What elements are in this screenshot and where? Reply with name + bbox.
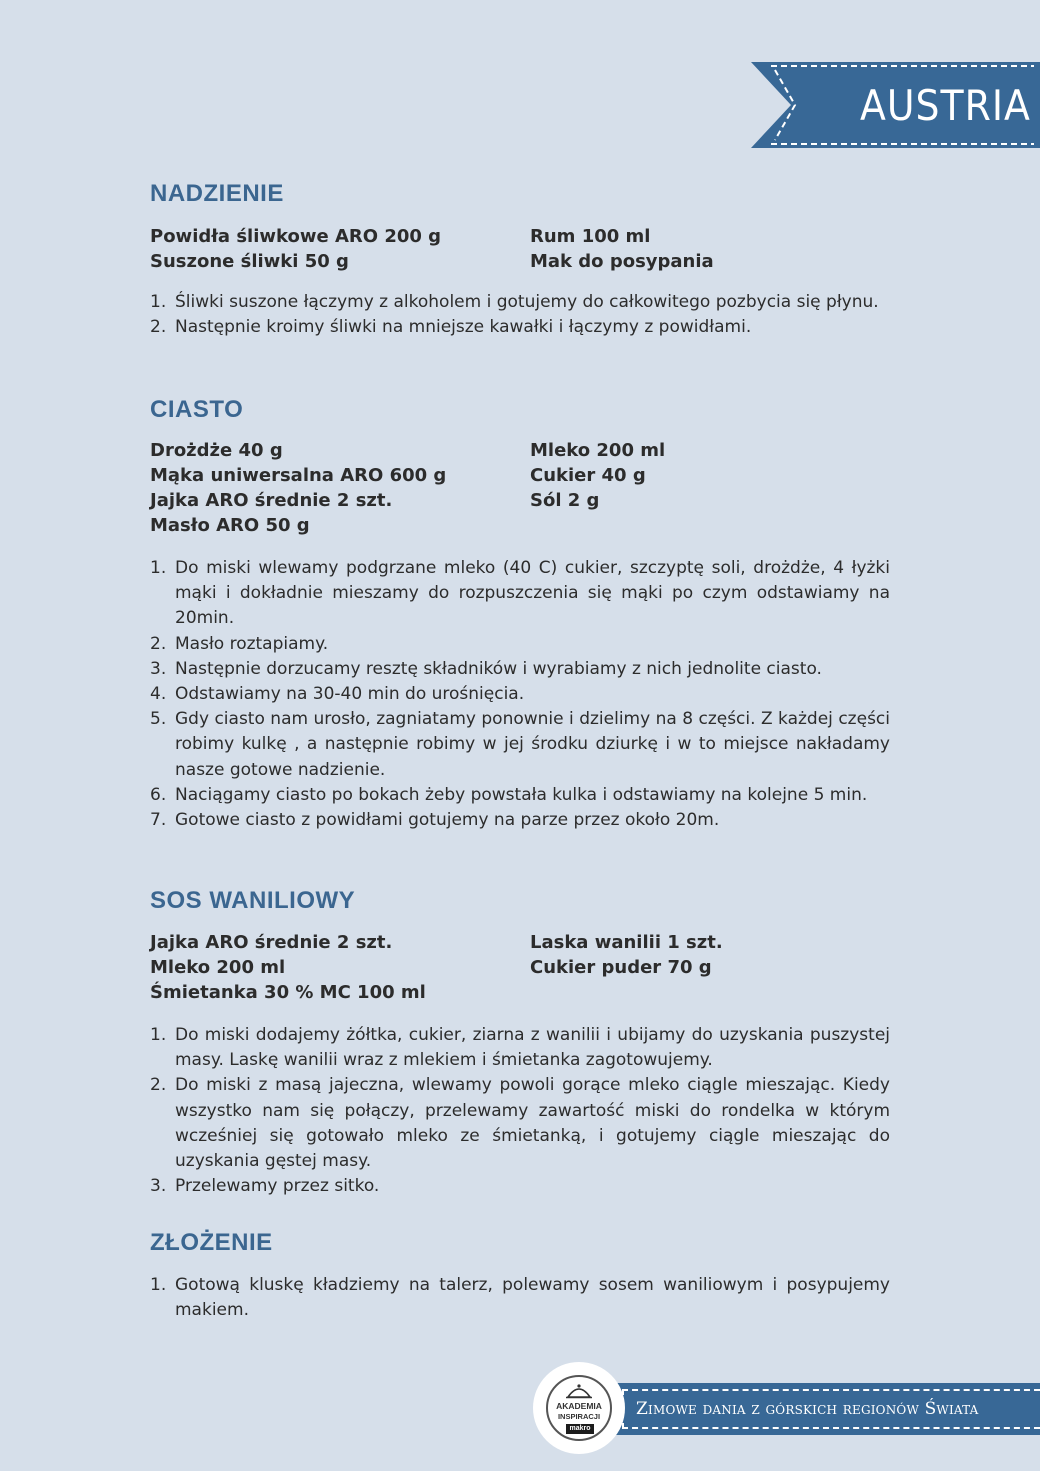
- ingredient-item: Jajka ARO średnie 2 szt.: [150, 490, 393, 511]
- ingredients-right-sos: [530, 930, 723, 980]
- ingredient-item: Cukier puder 70 g: [530, 957, 712, 978]
- ingredient-item: Mleko 200 ml: [150, 957, 286, 978]
- logo-text-inspiracji: INSPIRACJI: [557, 1412, 601, 1421]
- ingredient-item: Sól 2 g: [530, 490, 600, 511]
- ingredients-left-nadzienie: [150, 224, 441, 274]
- ingredient-item: Drożdże 40 g: [150, 440, 283, 461]
- ingredient-item: Masło ARO 50 g: [150, 515, 310, 536]
- step-item: 6. Naciągamy ciasto po bokach żeby powstała kulka i odstawiamy na kolejne 5 min.: [150, 784, 868, 805]
- steps-nadzienie: [150, 290, 890, 340]
- step-item: 3. Następnie dorzucamy resztę składników i wyrabiamy z nich jednolite ciasto.: [150, 658, 822, 679]
- section-title-zlozenie: ZŁOŻENIE: [150, 1229, 273, 1256]
- step-item: 2. Do miski z masą jajeczna, wlewamy powoli gorące mleko ciągle mieszając. Kiedy wszystko nam się połączy, przelewamy zawartość miski do rondelka w którym wcześniej się gotowało mleko ze śmietanką, i gotujemy ciągle mieszając do uzyskania gęstej masy.: [150, 1075, 890, 1172]
- step-item: 1. Śliwki suszone łączymy z alkoholem i gotujemy do całkowitego pozbycia się płynu.: [150, 292, 879, 312]
- country-title: AUSTRIA: [860, 81, 1031, 130]
- step-item: 2. Następnie kroimy śliwki na mniejsze kawałki i łączymy z powidłami.: [150, 317, 752, 338]
- ingredient-item: Cukier 40 g: [530, 465, 646, 486]
- ingredient-item: Śmietanka 30 % MC 100 ml: [150, 982, 426, 1003]
- step-item: 1. Do miski wlewamy podgrzane mleko (40 C) cukier, szczyptę soli, drożdże, 4 łyżki mąki i dokładnie mieszamy do rozpuszczenia się mąki po czym odstawiamy na 20min.: [150, 558, 890, 629]
- steps-sos: [150, 1023, 890, 1199]
- step-item: 3. Przelewamy przez sitko.: [150, 1176, 380, 1197]
- ingredient-item: Jajka ARO średnie 2 szt.: [150, 932, 393, 953]
- ingredients-left-ciasto: [150, 438, 446, 538]
- ingredient-item: Mleko 200 ml: [530, 440, 666, 461]
- ingredient-item: Laska wanilii 1 szt.: [530, 932, 723, 953]
- ingredient-item: Mak do posypania: [530, 251, 714, 272]
- logo-text-akademia: AKADEMIA: [556, 1401, 602, 1411]
- step-item: 1. Gotową kluskę kładziemy na talerz, polewamy sosem waniliowym i posypujemy makiem.: [150, 1275, 890, 1321]
- step-item: 7. Gotowe ciasto z powidłami gotujemy na parze przez około 20m.: [150, 810, 720, 831]
- cloche-icon: [566, 1383, 592, 1399]
- ingredients-right-nadzienie: [530, 224, 714, 274]
- section-title-ciasto: CIASTO: [150, 396, 244, 423]
- step-item: 1. Do miski dodajemy żółtka, cukier, ziarna z wanilii i ubijamy do uzyskania puszystej masy. Laskę wanilii wraz z mlekiem i śmietanka zagotowujemy.: [150, 1025, 890, 1071]
- ingredient-item: Powidła śliwkowe ARO 200 g: [150, 226, 442, 247]
- logo-text-makro: makro: [566, 1424, 594, 1434]
- section-title-nadzienie: NADZIENIE: [150, 180, 284, 207]
- ingredient-item: Rum 100 ml: [530, 226, 651, 247]
- ingredient-item: Mąka uniwersalna ARO 600 g: [150, 465, 447, 486]
- steps-zlozenie: [150, 1273, 890, 1323]
- footer-title: Zimowe dania z górskich regionów Świata: [636, 1399, 979, 1419]
- ingredients-right-ciasto: [530, 438, 665, 513]
- step-item: 5. Gdy ciasto nam urosło, zagniatamy ponownie i dzielimy na 8 części. Z każdej części robimy kulkę , a następnie robimy w jej środku dziurkę i w to miejsce nakładamy nasze gotowe nadzienie.: [150, 709, 890, 780]
- section-title-sos: SOS WANILIOWY: [150, 887, 356, 914]
- ingredient-item: Suszone śliwki 50 g: [150, 251, 349, 272]
- step-item: 4. Odstawiamy na 30-40 min do urośnięcia.: [150, 684, 525, 705]
- step-item: 2. Masło roztapiamy.: [150, 633, 329, 654]
- ingredients-left-sos: [150, 930, 426, 1005]
- steps-ciasto: [150, 556, 890, 833]
